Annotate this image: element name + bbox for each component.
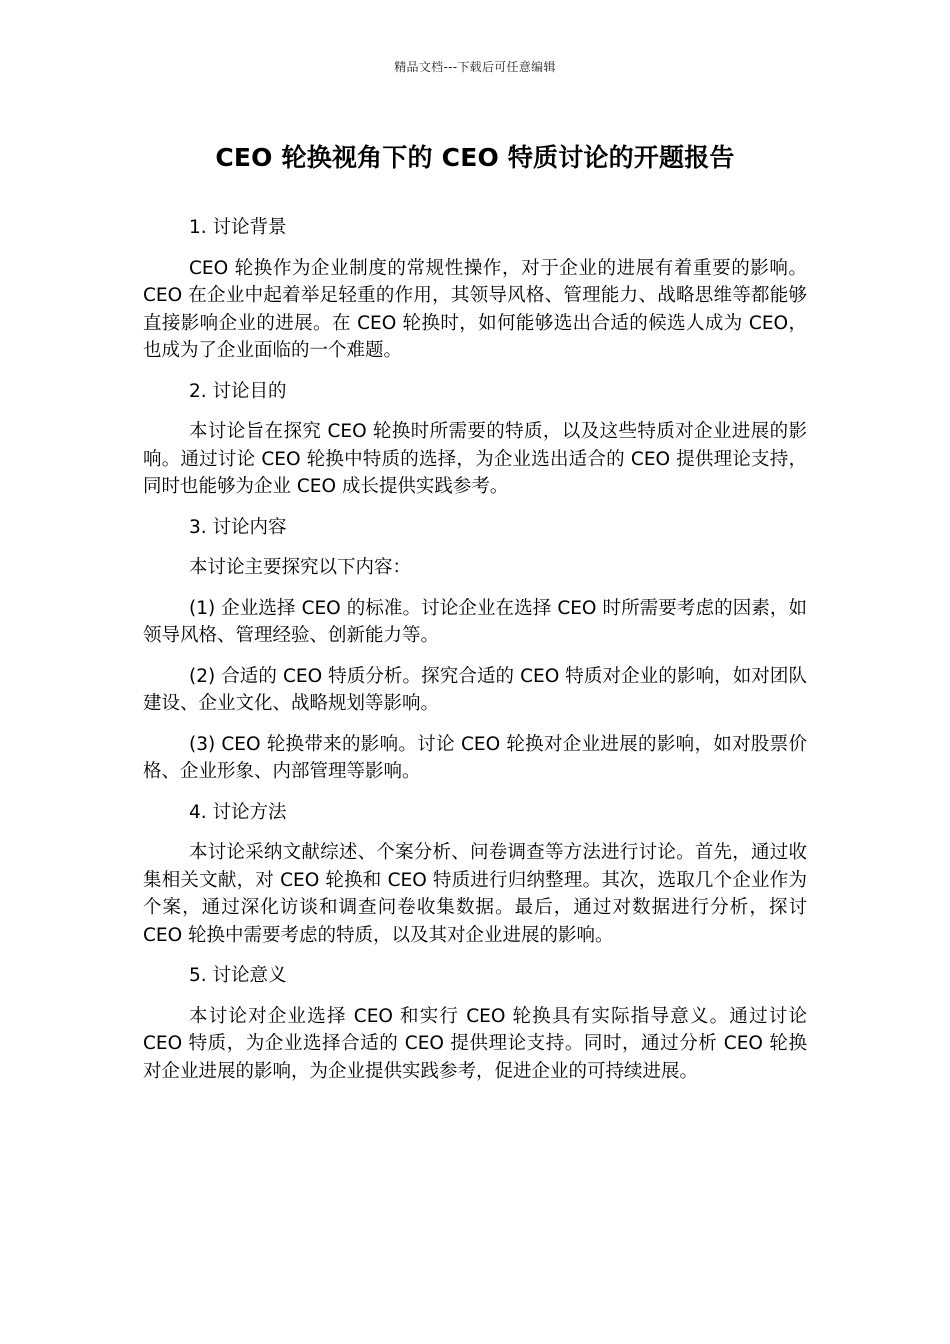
header-note: 精品文档---下载后可任意编辑	[394, 60, 556, 74]
section-background	[143, 214, 807, 365]
paragraph: 本讨论对企业选择 CEO 和实行 CEO 轮换具有实际指导意义。通过讨论 CEO 特质，为企业选择合适的 CEO 提供理论支持。同时，通过分析 CEO 轮换对企业进展的影响，为企业提供实践参考，促进企业的可持续进展。	[143, 1005, 807, 1082]
list-item: (3) CEO 轮换带来的影响。讨论 CEO 轮换对企业进展的影响，如对股票价格、企业形象、内部管理等影响。	[143, 733, 807, 782]
section-heading: 2. 讨论目的	[189, 380, 287, 402]
section-heading: 1. 讨论背景	[189, 217, 287, 238]
section-heading: 4. 讨论方法	[189, 801, 287, 823]
section-heading: 5. 讨论意义	[189, 965, 287, 986]
section-method	[143, 799, 807, 950]
section-purpose	[143, 378, 807, 501]
list-item: (1) 企业选择 CEO 的标准。讨论企业在选择 CEO 时所需要考虑的因素，如领导风格、管理经验、创新能力等。	[143, 597, 807, 646]
paragraph: 本讨论主要探究以下内容：	[189, 557, 412, 578]
section-content	[143, 514, 807, 786]
document-body	[143, 214, 807, 1098]
paragraph: 本讨论旨在探究 CEO 轮换时所需要的特质，以及这些特质对企业进展的影响。通过讨论 CEO 轮换中特质的选择，为企业选出适合的 CEO 提供理论支持，同时也能够为企业 CEO 成长提供实践参考。	[143, 421, 807, 497]
paragraph: CEO 轮换作为企业制度的常规性操作，对于企业的进展有着重要的影响。CEO 在企业中起着举足轻重的作用，其领导风格、管理能力、战略思维等都能够直接影响企业的进展。在 CEO 轮换时，如何能够选出合适的候选人成为 CEO，也成为了企业面临的一个难题。	[143, 257, 807, 361]
section-significance	[143, 962, 807, 1085]
section-heading: 3. 讨论内容	[189, 516, 287, 538]
document-title: CEO 轮换视角下的 CEO 特质讨论的开题报告	[215, 143, 735, 172]
paragraph: 本讨论采纳文献综述、个案分析、问卷调查等方法进行讨论。首先，通过收集相关文献，对 CEO 轮换和 CEO 特质进行归纳整理。其次，选取几个企业作为个案，通过深化访谈和调查问卷收集数据。最后，通过对数据进行分析，探讨 CEO 轮换中需要考虑的特质，以及其对企业进展的影响。	[143, 842, 807, 946]
list-item: (2) 合适的 CEO 特质分析。探究合适的 CEO 特质对企业的影响，如对团队建设、企业文化、战略规划等影响。	[143, 665, 807, 714]
